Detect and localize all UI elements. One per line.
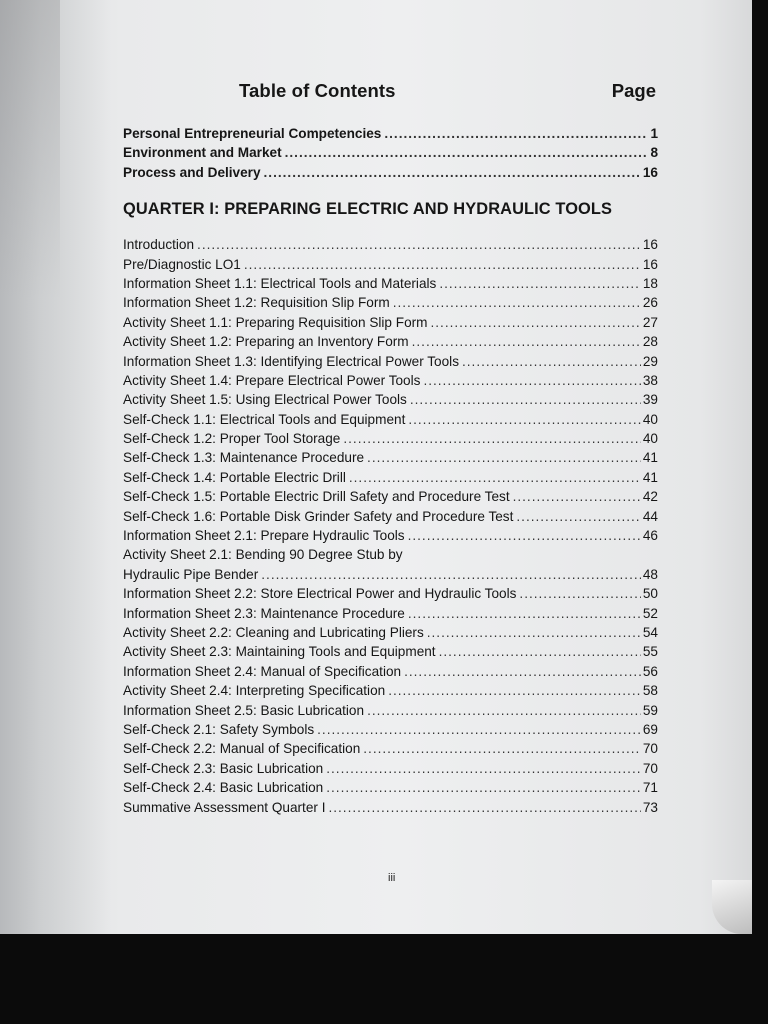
- dot-leader: [317, 720, 641, 739]
- toc-entry-label: Self-Check 1.5: Portable Electric Drill Safety and Procedure Test: [123, 489, 510, 505]
- toc-entry: [123, 429, 658, 448]
- toc-entry-label: Information Sheet 1.1: Electrical Tools and Materials: [123, 275, 437, 291]
- dot-leader: [197, 235, 641, 254]
- toc-entry-wrapped: [123, 545, 658, 584]
- toc-entry-label: Information Sheet 1.2: Requisition Slip Form: [123, 295, 390, 311]
- dot-leader: [439, 274, 641, 293]
- toc-entry-label: Activity Sheet 1.1: Preparing Requisition Slip Form: [123, 314, 428, 330]
- toc-entry: [123, 681, 658, 700]
- toc-entry-label: Activity Sheet 1.5: Using Electrical Power Tools: [123, 392, 407, 408]
- toc-entry-page: 8: [650, 145, 658, 161]
- dot-leader: [285, 143, 649, 162]
- dot-leader: [431, 313, 641, 332]
- dot-leader: [326, 778, 641, 797]
- toc-entry: [123, 448, 658, 467]
- dot-leader: [410, 390, 641, 409]
- toc-entry-page: 46: [642, 528, 658, 544]
- dot-leader: [408, 410, 641, 429]
- toc-entry-label: Personal Entrepreneurial Competencies: [123, 126, 382, 141]
- toc-entry-page: 54: [642, 624, 658, 640]
- toc-entry-label: Information Sheet 2.3: Maintenance Procedure: [123, 605, 405, 621]
- toc-entry: [123, 487, 658, 506]
- toc-entry-label: Process and Delivery: [123, 164, 261, 180]
- toc-entry-page: 40: [642, 431, 658, 447]
- toc-entry-label: Pre/Diagnostic LO1: [123, 256, 241, 272]
- toc-entry-page: 42: [642, 489, 658, 505]
- toc-entry-label: Summative Assessment Quarter I: [123, 799, 326, 815]
- toc-entry: [123, 235, 658, 254]
- toc-entry-page: 58: [642, 683, 658, 699]
- table-of-contents: [123, 80, 658, 817]
- dot-leader: [408, 526, 641, 545]
- toc-entry: [123, 371, 658, 390]
- toc-entry: [123, 526, 658, 545]
- dot-leader: [367, 448, 641, 467]
- toc-entry-page: 70: [642, 741, 658, 757]
- toc-entry-label: Self-Check 2.3: Basic Lubrication: [123, 760, 324, 776]
- toc-entry-label: Information Sheet 2.4: Manual of Specification: [123, 663, 402, 679]
- toc-entry-page: 16: [642, 256, 658, 272]
- toc-entry-page: 40: [642, 411, 658, 427]
- toc-entry-label: Information Sheet 2.5: Basic Lubrication: [123, 702, 365, 718]
- dot-leader: [393, 293, 641, 312]
- toc-entry: [123, 778, 658, 797]
- toc-entry-page: 59: [642, 702, 658, 718]
- dot-leader: [408, 604, 641, 623]
- quarter-heading: QUARTER I: PREPARING ELECTRIC AND HYDRAULIC TOOLS: [123, 200, 613, 219]
- toc-entry-page: 39: [642, 392, 658, 408]
- toc-entry-page: 27: [642, 314, 658, 330]
- toc-entry-page: 26: [642, 295, 658, 311]
- toc-entry: [123, 623, 658, 642]
- toc-entry: [123, 720, 658, 739]
- toc-entry-page: 48: [642, 566, 658, 582]
- toc-entry-page: 52: [642, 605, 658, 621]
- toc-entry-label: Activity Sheet 1.2: Preparing an Inventory Form: [123, 334, 409, 350]
- toc-entry-page: 16: [642, 164, 658, 180]
- toc-entry: [123, 390, 658, 409]
- quarter-entries-list: [123, 235, 658, 545]
- front-matter-list: [123, 124, 658, 182]
- toc-entry: [123, 143, 658, 162]
- toc-entry-page: 73: [642, 799, 658, 815]
- toc-title: Table of Contents: [239, 80, 396, 101]
- dot-leader: [244, 255, 641, 274]
- toc-entry-label: Information Sheet 2.2: Store Electrical Power and Hydraulic Tools: [123, 586, 517, 602]
- dot-leader: [384, 124, 648, 143]
- toc-entry-label: Self-Check 1.2: Proper Tool Storage: [123, 431, 341, 447]
- toc-entry: [123, 798, 658, 817]
- dot-leader: [423, 371, 640, 390]
- toc-entry: [123, 739, 658, 758]
- toc-entry-page: 70: [642, 760, 658, 776]
- toc-entry-label-line2: Hydraulic Pipe Bender: [123, 566, 259, 582]
- toc-entry-page: 28: [642, 334, 658, 350]
- toc-entry-label: Environment and Market: [123, 145, 282, 161]
- dot-leader: [412, 332, 641, 351]
- toc-entry: [123, 584, 658, 603]
- toc-entry: [123, 124, 658, 143]
- dot-leader: [516, 507, 640, 526]
- toc-entry-label: Activity Sheet 1.4: Prepare Electrical Power Tools: [123, 372, 421, 388]
- dot-leader: [388, 681, 641, 700]
- toc-entry: [123, 352, 658, 371]
- toc-entry-page: 1: [650, 126, 658, 141]
- toc-entry-page: 41: [642, 450, 658, 466]
- dot-leader: [349, 468, 641, 487]
- toc-entry-label: Introduction: [123, 237, 195, 253]
- toc-entry-label: Information Sheet 2.1: Prepare Hydraulic Tools: [123, 528, 405, 544]
- dot-leader: [427, 623, 641, 642]
- toc-entry-page: 18: [642, 275, 658, 291]
- toc-entry: [123, 565, 658, 584]
- toc-entry-page: 55: [642, 644, 658, 660]
- toc-entry: [123, 293, 658, 312]
- toc-entry-label: Activity Sheet 2.2: Cleaning and Lubricating Pliers: [123, 624, 424, 640]
- dot-leader: [326, 759, 641, 778]
- toc-entry-page: 69: [642, 721, 658, 737]
- toc-entry: [123, 759, 658, 778]
- toc-entry-page: 41: [642, 469, 658, 485]
- page-curl: [712, 880, 752, 934]
- toc-entry: [123, 163, 658, 182]
- dot-leader: [363, 739, 641, 758]
- toc-entry-page: 56: [642, 663, 658, 679]
- dot-leader: [513, 487, 641, 506]
- toc-entry-label: Self-Check 1.3: Maintenance Procedure: [123, 450, 365, 466]
- dot-leader: [462, 352, 641, 371]
- toc-entry-label: Self-Check 1.1: Electrical Tools and Equipment: [123, 411, 406, 427]
- toc-entry-label: Self-Check 1.6: Portable Disk Grinder Safety and Procedure Test: [123, 508, 514, 524]
- dot-leader: [261, 565, 641, 584]
- toc-entry-label: Self-Check 1.4: Portable Electric Drill: [123, 469, 346, 485]
- toc-entry-label: Self-Check 2.2: Manual of Specification: [123, 741, 361, 757]
- toc-entry-label: Self-Check 2.1: Safety Symbols: [123, 721, 315, 737]
- footer-page-number: iii: [388, 872, 396, 884]
- toc-entry: [123, 313, 658, 332]
- toc-entry: [123, 701, 658, 720]
- toc-entry: [123, 410, 658, 429]
- toc-entry-page: 38: [642, 372, 658, 388]
- toc-entry-label: Self-Check 2.4: Basic Lubrication: [123, 780, 324, 796]
- dot-leader: [328, 798, 640, 817]
- toc-entry-page: 50: [642, 586, 658, 602]
- toc-entry: [123, 332, 658, 351]
- dot-leader: [343, 429, 641, 448]
- toc-entry-page: 71: [642, 780, 658, 796]
- toc-entry: [123, 604, 658, 623]
- toc-entry-page: 16: [642, 237, 658, 253]
- toc-entry: [123, 468, 658, 487]
- toc-entry: [123, 662, 658, 681]
- dot-leader: [367, 701, 641, 720]
- toc-entry-page: 44: [642, 508, 658, 524]
- toc-entry: [123, 507, 658, 526]
- toc-entry: [123, 255, 658, 274]
- dot-leader: [519, 584, 640, 603]
- dot-leader: [404, 662, 641, 681]
- dot-leader: [439, 642, 641, 661]
- toc-entry-page: 29: [642, 353, 658, 369]
- toc-entry-label: Activity Sheet 2.3: Maintaining Tools and Equipment: [123, 644, 436, 660]
- toc-entry-label: Information Sheet 1.3: Identifying Electrical Power Tools: [123, 353, 459, 369]
- page-column-header: Page: [611, 80, 656, 101]
- toc-header: [123, 80, 658, 110]
- dot-leader: [264, 163, 641, 182]
- quarter-entries-list-continued: [123, 584, 658, 817]
- toc-entry-label-line1: Activity Sheet 2.1: Bending 90 Degree Stub by: [123, 547, 403, 563]
- toc-entry-label: Activity Sheet 2.4: Interpreting Specification: [123, 683, 386, 699]
- toc-entry: [123, 642, 658, 661]
- toc-entry: [123, 274, 658, 293]
